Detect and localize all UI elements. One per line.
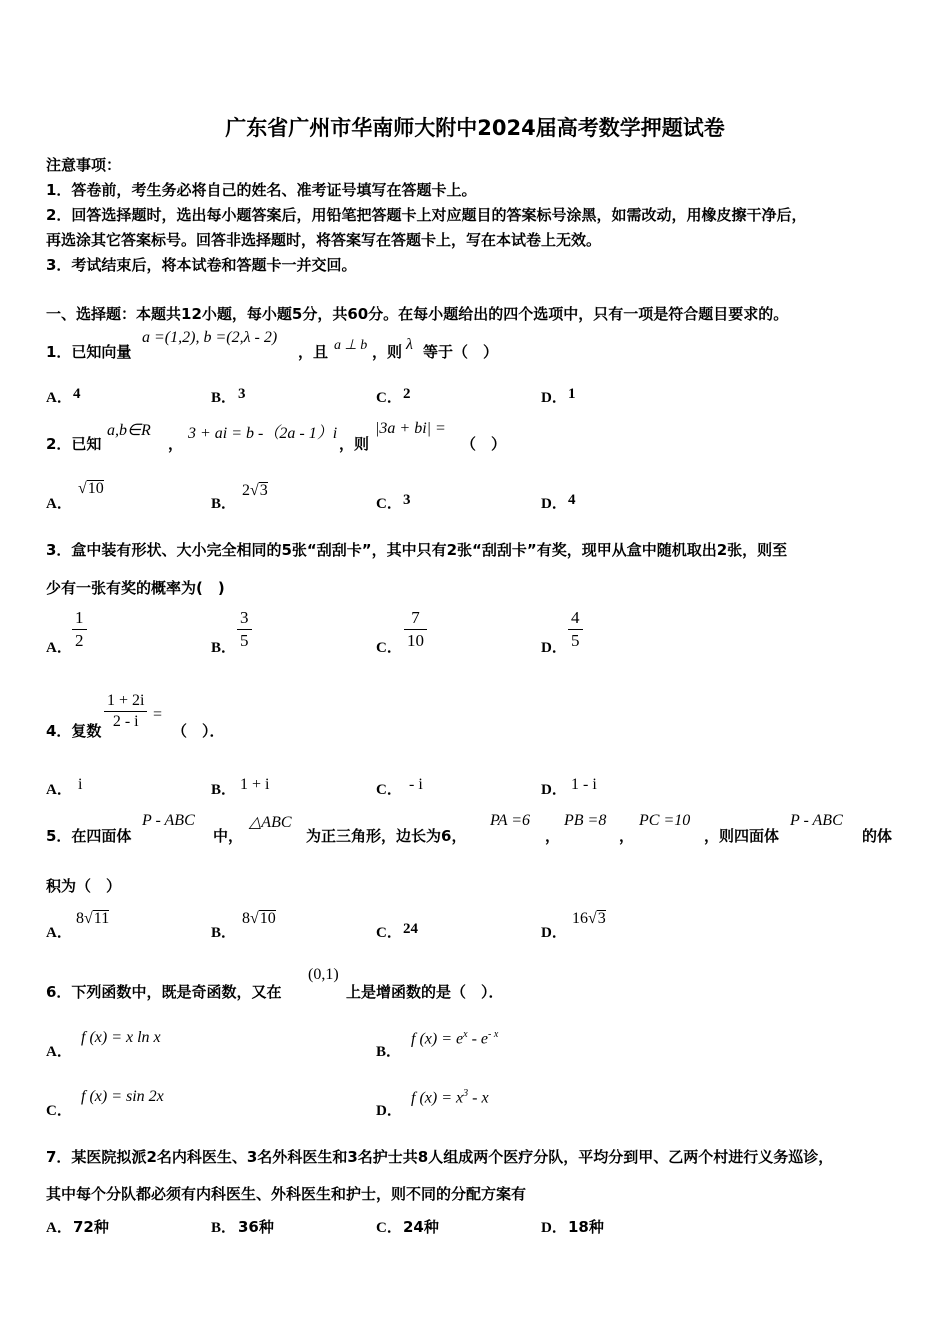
q1-option-d: 1 xyxy=(568,386,576,402)
q4-eq: = xyxy=(153,706,163,723)
q7-line1: 7．某医院拟派2名内科医生、3名外科医生和3名护士共8人组成两个医疗分队，平均分到甲、乙两个村进行义务巡诊， xyxy=(46,1148,834,1166)
q1-option-b-label: B． xyxy=(211,390,237,406)
q5-option-c: 24 xyxy=(403,921,418,937)
q7-option-c-label: C． xyxy=(376,1220,402,1236)
q4-option-a: i xyxy=(78,776,83,793)
q2-option-d: 4 xyxy=(568,492,576,508)
q4-option-c-label: C． xyxy=(376,782,402,798)
q6-interval: (0,1) xyxy=(308,966,339,983)
q3-option-d: 4 5 xyxy=(568,608,583,651)
q6-option-c-label: C． xyxy=(46,1103,72,1119)
q3-option-a-label: A． xyxy=(46,640,72,656)
q4-fraction: 1 + 2i 2 - i xyxy=(104,692,147,731)
q6-option-b-label: B． xyxy=(376,1044,402,1060)
q1-option-d-label: D． xyxy=(541,390,567,406)
q2-f1: a,b∈R xyxy=(107,422,151,439)
q1-option-c: 2 xyxy=(403,386,411,402)
q5-mid3: ，则四面体 xyxy=(704,827,780,845)
q6-option-c: f (x) = sin 2x xyxy=(81,1088,164,1105)
q7-option-c: 24种 xyxy=(403,1218,439,1236)
q5-suffix: 的体 xyxy=(862,827,893,845)
q6-option-b: f $(x) = e^x - e^{- x}$ xyxy=(411,1029,499,1048)
q5-option-a-label: A． xyxy=(46,925,72,941)
q2-option-b-label: B． xyxy=(211,496,237,512)
q2-f3: |3a + bi| = xyxy=(375,420,446,437)
q4-option-b: 1 + i xyxy=(240,776,270,793)
q2-prefix: 2．已知 xyxy=(46,435,102,453)
q4-option-b-label: B． xyxy=(211,782,237,798)
q5-f4: PB =8 xyxy=(564,812,607,829)
q5-option-b-label: B． xyxy=(211,925,237,941)
q2-option-a: √10 xyxy=(78,480,104,497)
q5-prefix: 5．在四面体 xyxy=(46,827,132,845)
q6-option-a-label: A． xyxy=(46,1044,72,1060)
q5-c1: ， xyxy=(545,827,561,845)
q2-f2: 3 + ai = b -（2a - 1）i xyxy=(188,425,338,442)
q3-line2: 少有一张有奖的概率为( ) xyxy=(46,579,225,597)
q2-option-a-label: A． xyxy=(46,496,72,512)
q5-mid2: 为正三角形，边长为6， xyxy=(306,827,467,845)
q3-option-c-label: C． xyxy=(376,640,402,656)
q5-line2: 积为（ ） xyxy=(46,877,122,895)
q4-prefix: 4．复数 xyxy=(46,722,102,740)
q1-suffix: 等于（ ） xyxy=(423,343,499,361)
q2-suffix: （ ） xyxy=(461,435,507,453)
q1-option-c-label: C． xyxy=(376,390,402,406)
q7-option-d: 18种 xyxy=(568,1218,604,1236)
q3-option-b-label: B． xyxy=(211,640,237,656)
q3-option-d-label: D． xyxy=(541,640,567,656)
q1-lambda: λ xyxy=(406,336,413,353)
q3-option-a: 1 2 xyxy=(72,608,87,651)
q4-option-c: - i xyxy=(409,776,423,793)
section-heading: 一、选择题：本题共12小题，每小题5分，共60分。在每小题给出的四个选项中，只有一项是符合题目要求的。 xyxy=(46,305,789,323)
q2-option-c-label: C． xyxy=(376,496,402,512)
notice-heading: 注意事项： xyxy=(46,156,122,174)
notice-item: 2．回答选择题时，选出每小题答案后，用铅笔把答题卡上对应题目的答案标号涂黑，如需改动，用橡皮擦干净后， xyxy=(46,206,807,224)
q5-option-c-label: C． xyxy=(376,925,402,941)
q6-prefix: 6．下列函数中，既是奇函数，又在 xyxy=(46,983,282,1001)
q2-comma: ， xyxy=(168,435,184,453)
q6-option-d-label: D． xyxy=(376,1103,402,1119)
q4-option-d-label: D． xyxy=(541,782,567,798)
q2-mid: ，则 xyxy=(339,435,370,453)
q7-option-b-label: B． xyxy=(211,1220,237,1236)
q1-mid: ，且 xyxy=(298,343,329,361)
q1-formula: a =(1,2), b =(2,λ - 2) xyxy=(142,329,278,346)
q4-option-d: 1 - i xyxy=(571,776,597,793)
q3-line1: 3．盒中装有形状、大小完全相同的5张“刮刮卡”，其中只有2张“刮刮卡”有奖，现甲从盒中随机取出2张，则至 xyxy=(46,541,788,559)
q5-f6: P - ABC xyxy=(790,812,843,829)
q1-mid2: ，则 xyxy=(372,343,403,361)
q5-option-d-label: D． xyxy=(541,925,567,941)
q1-option-b: 3 xyxy=(238,386,246,402)
q5-option-a: 8√11 xyxy=(76,910,110,927)
q2-option-c: 3 xyxy=(403,492,411,508)
q7-line2: 其中每个分队都必须有内科医生、外科医生和护士，则不同的分配方案有 xyxy=(46,1185,527,1203)
q1-prefix: 1．已知向量 xyxy=(46,343,132,361)
q6-option-d: f $(x) = x^3 - x$ xyxy=(411,1088,489,1107)
page-title: 广东省广州市华南师大附中2024届高考数学押题试卷 xyxy=(225,116,725,140)
q4-suffix: （ ）． xyxy=(172,722,225,740)
q2-option-d-label: D． xyxy=(541,496,567,512)
q7-option-b: 36种 xyxy=(238,1218,274,1236)
q1-cond: a ⊥ b xyxy=(334,338,368,353)
q7-option-a-label: A． xyxy=(46,1220,72,1236)
q1-option-a-label: A． xyxy=(46,390,72,406)
q3-option-c: 7 10 xyxy=(404,608,427,651)
q1-option-a: 4 xyxy=(73,386,81,402)
q5-f3: PA =6 xyxy=(490,812,530,829)
q5-option-d: 16√3 xyxy=(572,910,606,927)
q6-option-a: f (x) = x ln x xyxy=(81,1029,161,1046)
q5-f5: PC =10 xyxy=(639,812,691,829)
notice-item: 再选涂其它答案标号。回答非选择题时，将答案写在答题卡上，写在本试卷上无效。 xyxy=(46,231,602,249)
q4-option-a-label: A． xyxy=(46,782,72,798)
q6-suffix: 上是增函数的是（ ）． xyxy=(346,983,504,1001)
q7-option-a: 72种 xyxy=(73,1218,109,1236)
q5-f2: △ABC xyxy=(249,814,292,831)
q5-c2: ， xyxy=(619,827,635,845)
q5-f1: P - ABC xyxy=(142,812,195,829)
q5-option-b: 8√10 xyxy=(242,910,276,927)
q5-mid1: 中， xyxy=(213,827,244,845)
notice-item: 3．考试结束后，将本试卷和答题卡一并交回。 xyxy=(46,256,357,274)
q7-option-d-label: D． xyxy=(541,1220,567,1236)
q2-option-b: 2√3 xyxy=(242,482,268,499)
notice-item: 1．答卷前，考生务必将自己的姓名、准考证号填写在答题卡上。 xyxy=(46,181,477,199)
q3-option-b: 3 5 xyxy=(237,608,252,651)
